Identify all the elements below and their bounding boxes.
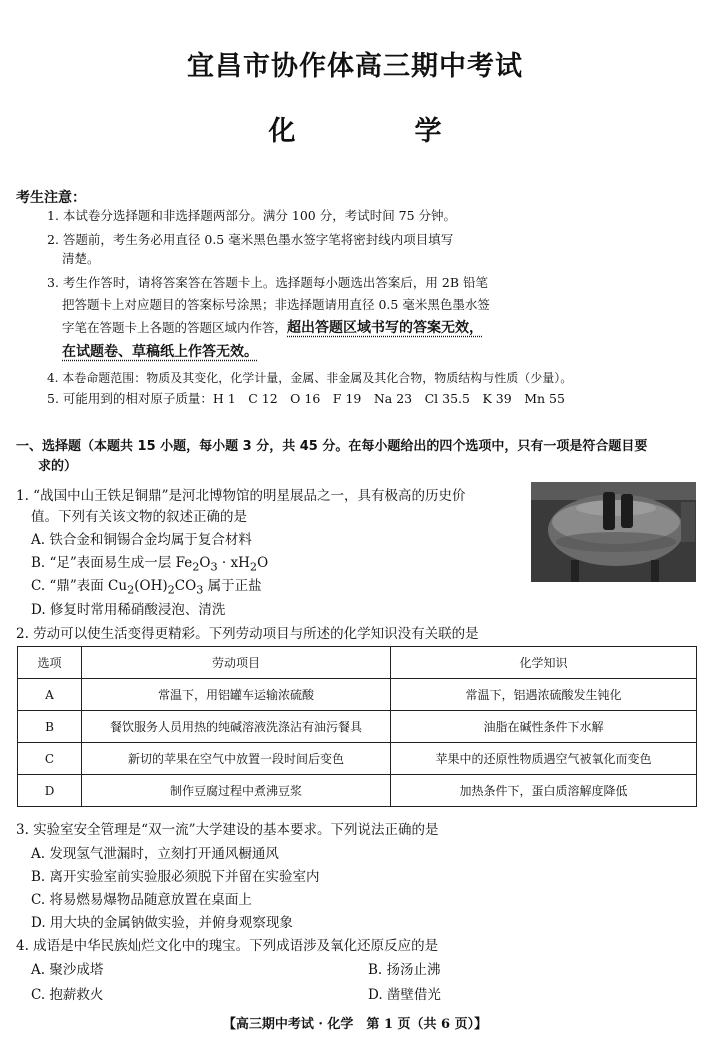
q1-b-sub-1: 2 <box>192 560 200 574</box>
q1-b-text-3: · xH <box>217 555 250 571</box>
q2-table <box>17 646 697 807</box>
q1-c-sub-2: 2 <box>167 583 175 597</box>
exam-title: 宜昌市协作体高三期中考试 <box>187 51 523 82</box>
bronze-ding-illustration <box>531 482 696 582</box>
notice-item-3c-emphasis: 超出答题区域书写的答案无效， <box>287 320 484 336</box>
q2-cell: 常温下，铝遇浓硫酸发生钝化 <box>391 679 697 711</box>
q2-cell: 苹果中的还原性物质遇空气被氧化而变色 <box>391 743 697 775</box>
q2-header-option: 选项 <box>18 647 82 679</box>
notice-item-3a: 3. 考生作答时，请将答案答在答题卡上。选择题每小题选出答案后，用 2B 铅笔 <box>47 275 488 290</box>
q1-b-sub-2: 3 <box>210 560 218 574</box>
notice-item-1: 1. 本试卷分选择题和非选择题两部分。满分 100 分，考试时间 75 分钟。 <box>47 208 457 223</box>
q4-option-a: A. 聚沙成塔 <box>31 962 104 978</box>
q1-c-text-2: (OH) <box>134 578 168 594</box>
subject-title: 化 学 <box>268 116 488 147</box>
q1-c-text-1: C. “鼎”表面 Cu <box>31 578 128 594</box>
notice-item-3d <box>62 343 258 361</box>
q2-table-header <box>18 647 697 679</box>
q1-option-b <box>31 551 268 574</box>
q1-b-text-1: B. “足”表面易生成一层 Fe <box>31 555 193 571</box>
q1-option-c <box>31 574 262 597</box>
table-row <box>18 775 697 807</box>
q3-stem: 3. 实验室安全管理是“双一流”大学建设的基本要求。下列说法正确的是 <box>16 822 439 838</box>
q2-header-knowledge: 化学知识 <box>391 647 697 679</box>
q2-cell: A <box>18 679 82 711</box>
section-1-heading-line-a: 一、选择题（本题共 15 小题，每小题 3 分，共 45 分。在每小题给出的四个选项中，只有一项是符合题目要 <box>16 439 648 454</box>
q3-option-d: D. 用大块的金属钠做实验，并俯身观察现象 <box>31 915 293 931</box>
q4-option-b: B. 扬汤止沸 <box>368 962 441 978</box>
page-footer: 【高三期中考试 · 化学 第 1 页（共 6 页）】 <box>222 1017 488 1032</box>
q1-stem-b: 值。下列有关该文物的叙述正确的是 <box>31 509 247 525</box>
q3-option-b: B. 离开实验室前实验服必须脱下并留在实验室内 <box>31 869 320 885</box>
q3-option-a: A. 发现氢气泄漏时，立刻打开通风橱通风 <box>31 846 279 862</box>
q1-c-text-4: 属于正盐 <box>203 578 262 594</box>
notice-item-4: 4. 本卷命题范围：物质及其变化，化学计量，金属、非金属及其化合物，物质结构与性质（少量）。 <box>47 371 573 385</box>
q4-option-c: C. 抱薪救火 <box>31 987 104 1003</box>
table-row <box>18 743 697 775</box>
notice-heading: 考生注意： <box>16 190 86 206</box>
q1-option-a: A. 铁合金和铜锡合金均属于复合材料 <box>31 532 252 548</box>
notice-item-2a: 2. 答题前，考生务必用直径 0.5 毫米黑色墨水签字笔将密封线内项目填写 <box>47 232 454 247</box>
q1-c-sub-3: 3 <box>196 583 204 597</box>
q2-cell: 新切的苹果在空气中放置一段时间后变色 <box>82 743 391 775</box>
q3-option-c: C. 将易燃易爆物品随意放置在桌面上 <box>31 892 252 908</box>
notice-item-3c <box>62 319 483 337</box>
q1-c-text-3: CO <box>174 578 197 594</box>
notice-item-5: 5. 可能用到的相对原子质量：H 1 C 12 O 16 F 19 Na 23 Cl 35.5 K 39 Mn 55 <box>47 391 565 406</box>
q1-b-sub-3: 2 <box>249 560 258 574</box>
q2-cell: 油脂在碱性条件下水解 <box>391 711 697 743</box>
notice-item-2b: 清楚。 <box>62 251 100 266</box>
q1-b-text-4: O <box>257 555 269 571</box>
q1-c-sub-1: 2 <box>127 583 135 597</box>
q2-stem: 2. 劳动可以使生活变得更精彩。下列劳动项目与所述的化学知识没有关联的是 <box>16 626 479 642</box>
q1-stem-a: 1. “战国中山王铁足铜鼎”是河北博物馆的明星展品之一，具有极高的历史价 <box>16 488 466 504</box>
section-1-heading-line-b: 求的） <box>38 459 78 474</box>
q4-option-d: D. 凿壁借光 <box>368 987 441 1003</box>
notice-item-3c-text: 字笔在答题卡上各题的答题区域内作答， <box>62 320 288 335</box>
section-1-heading <box>16 437 701 477</box>
notice-item-3b: 把答题卡上对应题目的答案标号涂黑；非选择题请用直径 0.5 毫米黑色墨水签 <box>62 297 490 312</box>
notice-item-3d-emphasis: 在试题卷、草稿纸上作答无效。 <box>62 344 258 360</box>
q2-cell: C <box>18 743 82 775</box>
q2-cell: 常温下，用铝罐车运输浓硫酸 <box>82 679 391 711</box>
q2-cell: D <box>18 775 82 807</box>
bronze-ding-photo <box>531 482 696 582</box>
q4-stem: 4. 成语是中华民族灿烂文化中的瑰宝。下列成语涉及氧化还原反应的是 <box>16 938 439 954</box>
q2-cell: 制作豆腐过程中煮沸豆浆 <box>82 775 391 807</box>
table-row <box>18 711 697 743</box>
q2-cell: 餐饮服务人员用热的纯碱溶液洗涤沾有油污餐具 <box>82 711 391 743</box>
table-row <box>18 679 697 711</box>
q1-option-d: D. 修复时常用稀硝酸浸泡、清洗 <box>31 602 226 618</box>
q1-b-text-2: O <box>199 555 211 571</box>
q2-cell: B <box>18 711 82 743</box>
q2-cell: 加热条件下，蛋白质溶解度降低 <box>391 775 697 807</box>
q2-header-labor: 劳动项目 <box>82 647 391 679</box>
